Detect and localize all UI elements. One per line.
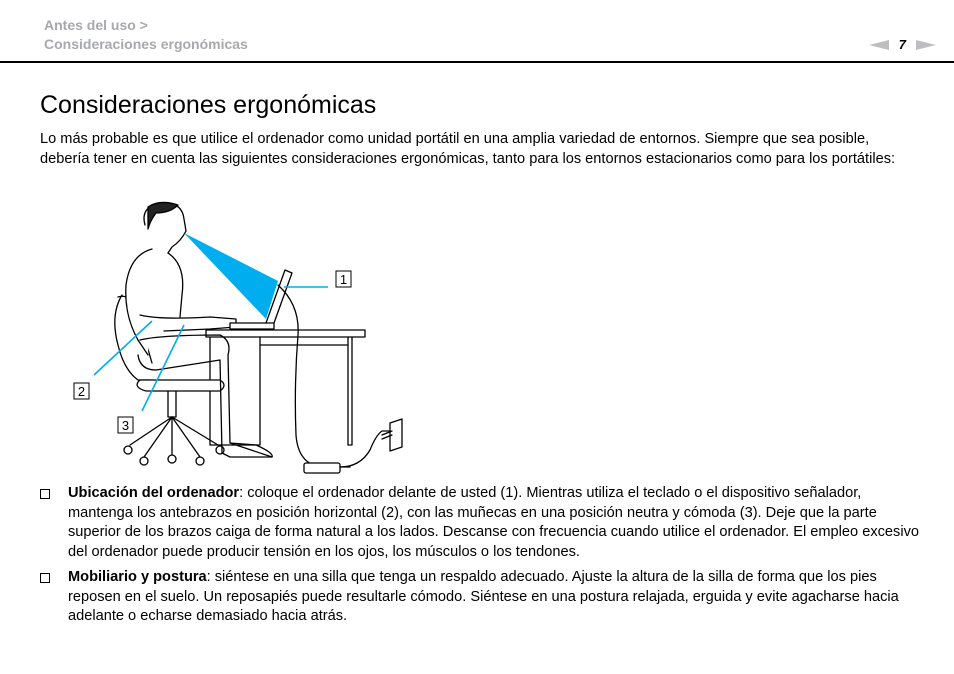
sightline-cone [184,233,278,319]
breadcrumb-current: Consideraciones ergonómicas [44,36,248,52]
list-item [40,568,920,627]
page-number: 7 [898,37,906,52]
list-item [40,484,920,562]
callout-label-1: 1 [339,272,348,287]
next-page-icon[interactable] [916,40,936,50]
page-navigation [869,37,936,52]
recommendations-list [40,484,920,633]
callout-box-2 [74,383,89,399]
callout-box-1 [336,271,351,287]
checkbox-bullet-icon [40,489,50,499]
checkbox-bullet-icon [40,573,50,583]
list-item-term: Ubicación del ordenador [68,485,240,501]
callout-label-3: 3 [121,418,130,433]
breadcrumb [44,16,248,54]
page-title: Consideraciones ergonómicas [40,91,377,119]
list-item-term: Mobiliario y postura [68,569,207,585]
callout-box-3 [118,417,133,433]
power-adapter-illustration [304,419,402,473]
list-item-text: : coloque el ordenador delante de usted (1). Mientras utiliza el teclado o el dispositivo señalador, mantenga los antebrazos en posición horizontal (2), con las muñecas en una posición neutra y cómoda (3). Deje que la parte superior de los brazos caiga de forma natural a los lados. Descanse con frecuencia cuando utilice el ordenador. El empleo excesivo del ordenador puede producir tensión en los ojos, los músculos o los tendones. [68,485,919,560]
intro-paragraph: Lo más probable es que utilice el ordenador como unidad portátil en una amplia variedad de entornos. Siempre que sea posible, debería tener en cuenta las siguientes consideraciones ergonómicas, tanto para los entornos estacionarios como para los portátiles: [40,131,896,167]
callout-label-2: 2 [77,384,86,399]
ergonomics-illustration [60,195,420,480]
breadcrumb-parent[interactable]: Antes del uso > [44,17,148,33]
list-item-text: : siéntese en una silla que tenga un respaldo adecuado. Ajuste la altura de la silla de forma que los pies reposen en el suelo. Un reposapiés puede resultarle cómodo. Siéntese en una postura relajada, erguida y evite agacharse hacia adelante o echarse demasiado hacia atrás. [68,569,899,624]
header-divider [0,61,954,63]
previous-page-icon[interactable] [869,40,889,50]
